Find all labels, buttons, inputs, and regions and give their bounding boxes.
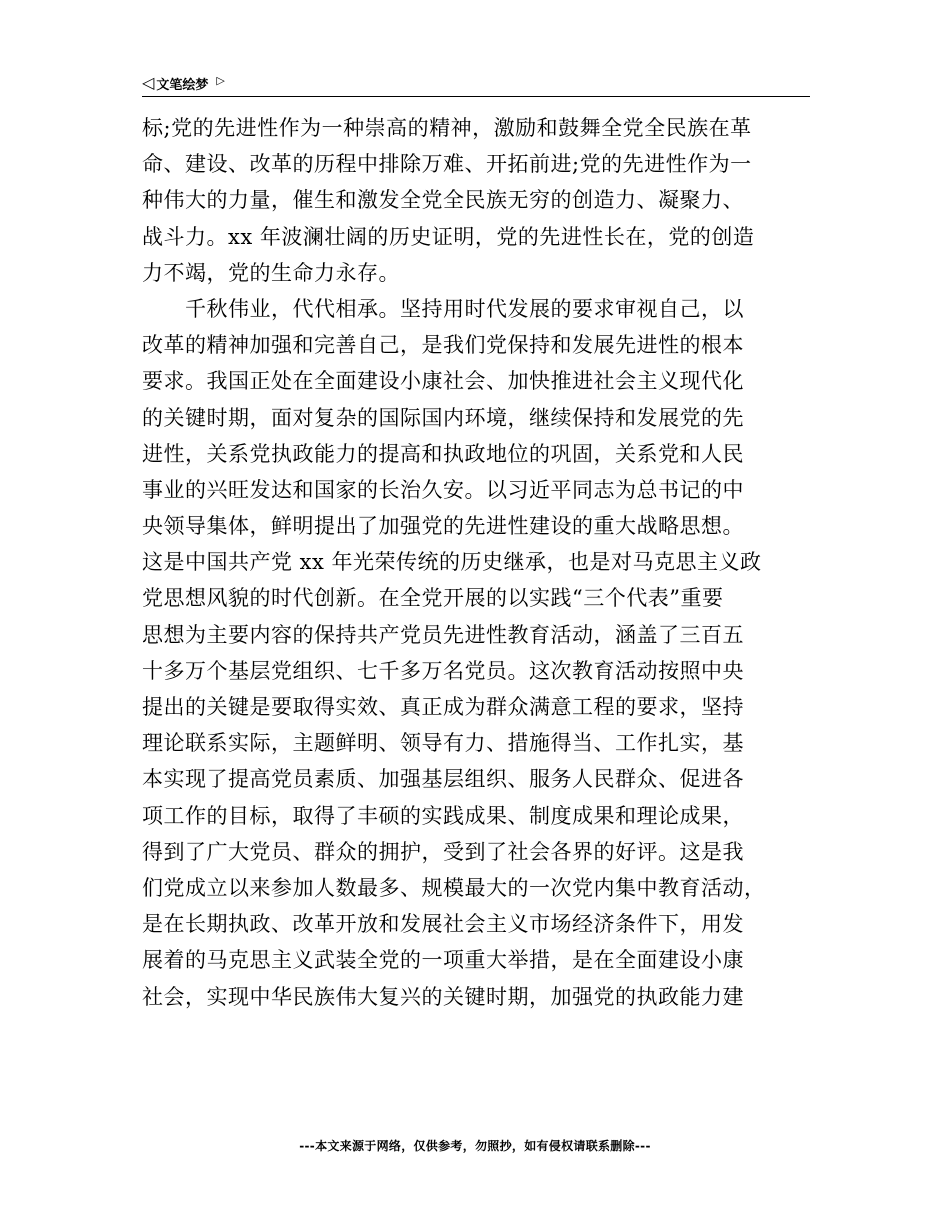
text-line: 改革的精神加强和完善自己，是我们党保持和发展先进性的根本	[142, 333, 744, 358]
text-line: 党思想风貌的时代创新。在全党开展的以实践“三个代表”重要	[142, 586, 724, 611]
text-line: 千秋伟业，代代相承。坚持用时代发展的要求审视自己，以	[142, 296, 744, 321]
text-line: 项工作的目标，取得了丰硕的实践成果、制度成果和理论成果，	[142, 803, 744, 828]
text-line: 十多万个基层党组织、七千多万名党员。这次教育活动按照中央	[142, 658, 744, 683]
text-line: 种伟大的力量，催生和激发全党全民族无穷的创造力、凝聚力、	[142, 188, 744, 213]
text-line: 事业的兴旺发达和国家的长治久安。以习近平同志为总书记的中	[142, 477, 744, 502]
text-line: 提出的关键是要取得实效、真正成为群众满意工程的要求，坚持	[142, 695, 744, 719]
triangle-right-icon: ▷	[216, 73, 225, 87]
footer-disclaimer: ---本文来源于网络，仅供参考，勿照抄，如有侵权请联系删除---	[299, 1139, 651, 1153]
text-line: 的关键时期，面对复杂的国际国内环境，继续保持和发展党的先	[142, 405, 744, 430]
text-line: 这是中国共产党 xx 年光荣传统的历史继承，也是对马克思主义政	[142, 550, 762, 575]
text-line: 央领导集体，鲜明提出了加强党的先进性建设的重大战略思想。	[142, 514, 744, 539]
text-line: 战斗力。xx 年波澜壮阔的历史证明，党的先进性长在，党的创造	[142, 224, 755, 249]
triangle-left-icon: ◁	[142, 73, 155, 92]
page-header	[142, 70, 810, 97]
text-line: 标;党的先进性作为一种崇高的精神，激励和鼓舞全党全民族在革	[142, 116, 752, 140]
text-line: 们党成立以来参加人数最多、规模最大的一次党内集中教育活动，	[142, 875, 766, 900]
text-line: 命、建设、改革的历程中排除万难、开拓前进;党的先进性作为一	[142, 152, 752, 177]
text-line: 社会，实现中华民族伟大复兴的关键时期，加强党的执政能力建	[142, 984, 744, 1009]
text-line: 要求。我国正处在全面建设小康社会、加快推进社会主义现代化	[142, 369, 744, 394]
text-line: 理论联系实际，主题鲜明、领导有力、措施得当、工作扎实，基	[142, 731, 744, 756]
text-line: 进性，关系党执政能力的提高和执政地位的巩固，关系党和人民	[142, 441, 744, 466]
text-line: 展着的马克思主义武装全党的一项重大举措，是在全面建设小康	[142, 948, 744, 973]
text-line: 思想为主要内容的保持共产党员先进性教育活动，涵盖了三百五	[142, 622, 744, 647]
text-line: 得到了广大党员、群众的拥护，受到了社会各界的好评。这是我	[142, 839, 744, 864]
header-brand: 文笔绘梦	[156, 77, 209, 93]
text-line: 本实现了提高党员素质、加强基层组织、服务人民群众、促进各	[142, 767, 744, 792]
document-body	[142, 110, 810, 1015]
text-line: 是在长期执政、改革开放和发展社会主义市场经济条件下，用发	[142, 912, 744, 937]
text-line: 力不竭，党的生命力永存。	[142, 260, 400, 285]
